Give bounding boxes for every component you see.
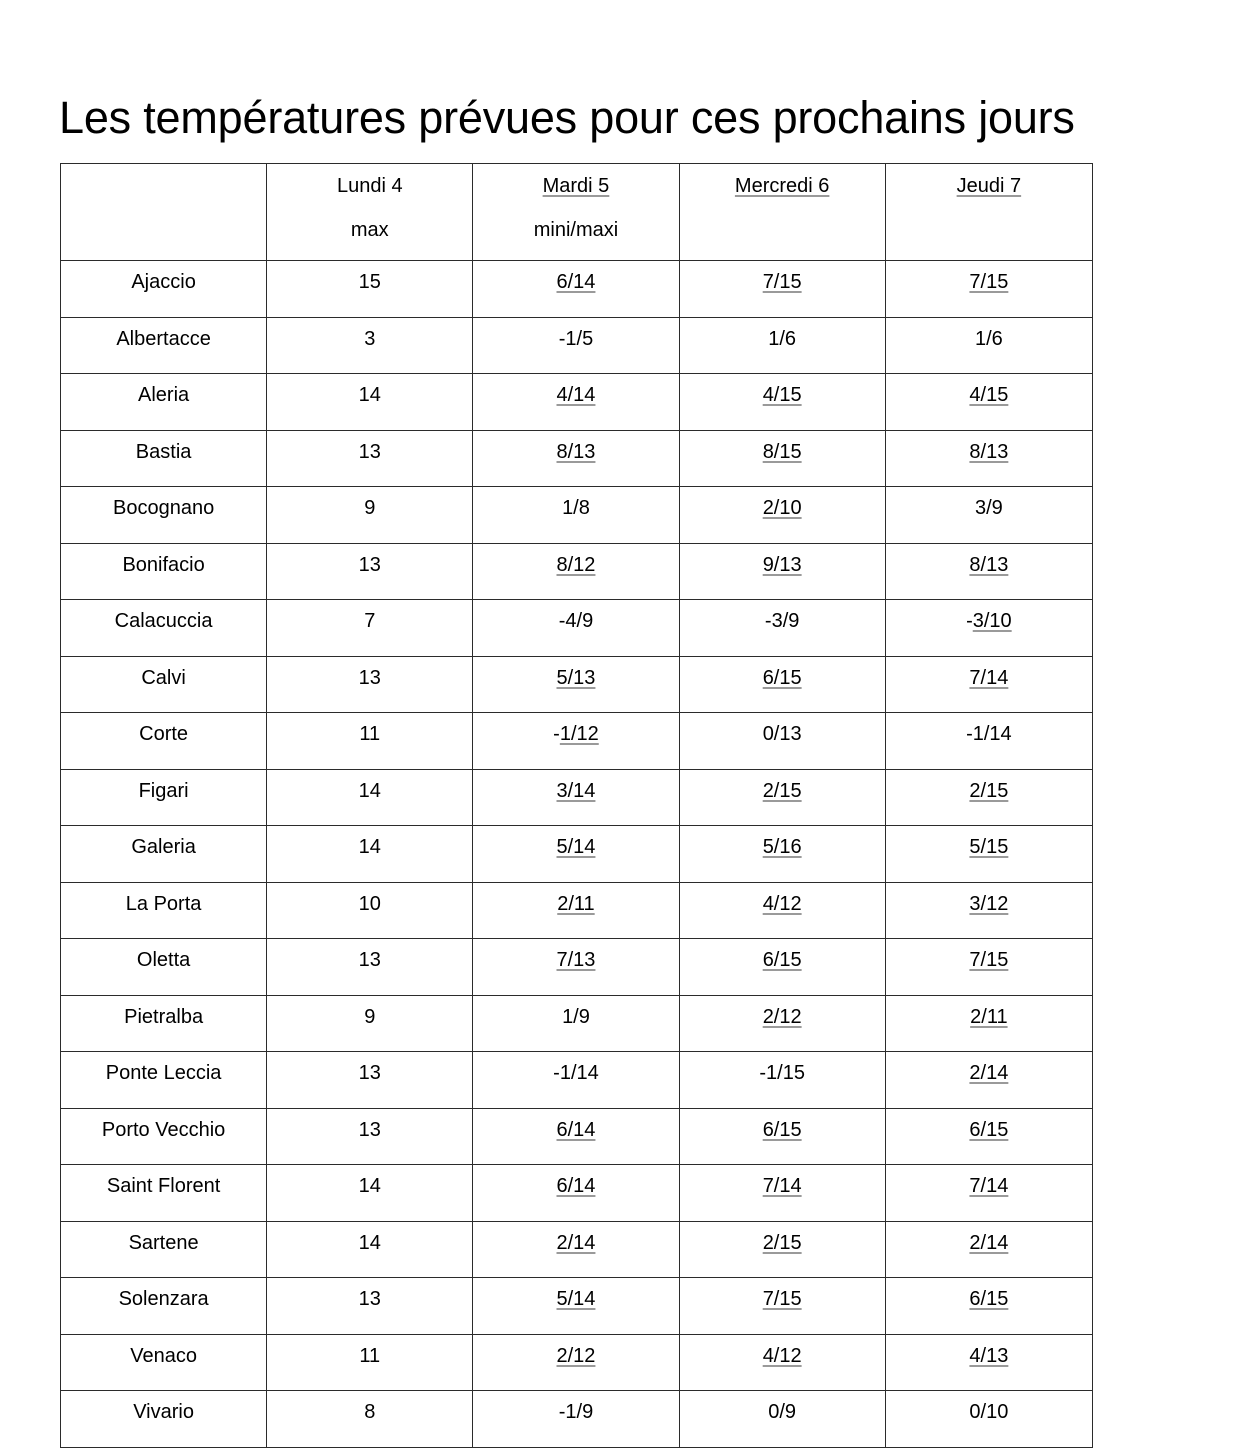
cell-city: Aleria — [61, 374, 267, 431]
cell-lundi — [267, 543, 473, 600]
cell-value: 8/13 — [556, 440, 596, 463]
cell-lundi — [267, 1391, 473, 1448]
cell-value: 7/14 — [969, 1175, 1009, 1197]
cell-value: 3/14 — [556, 779, 596, 802]
cell-value: 8 — [364, 1401, 376, 1423]
cell-value: 13 — [358, 1062, 381, 1084]
column-header-mercredi — [679, 164, 885, 261]
cell-value: 7/13 — [556, 949, 596, 971]
cell-city: Solenzara — [61, 1278, 267, 1335]
cell-value: 14 — [358, 1231, 381, 1254]
cell-value: 1/6 — [974, 327, 1003, 350]
cell-jeudi — [885, 487, 1092, 544]
cell-lundi — [267, 1334, 473, 1391]
cell-value: 2/14 — [969, 1231, 1009, 1254]
cell-mercredi — [679, 261, 885, 318]
cell-city: Pietralba — [61, 995, 267, 1052]
cell-mercredi — [679, 487, 885, 544]
cell-city: Galeria — [61, 826, 267, 883]
cell-jeudi — [885, 1108, 1092, 1165]
cell-value: 3 — [364, 327, 376, 350]
cell-jeudi — [885, 1391, 1092, 1448]
column-header-jeudi — [885, 164, 1092, 261]
cell-value: 5/13 — [556, 666, 596, 689]
cell-city: Vivario — [61, 1391, 267, 1448]
cell-jeudi — [885, 600, 1092, 657]
cell-mardi — [473, 826, 679, 883]
cell-lundi — [267, 261, 473, 318]
table-row — [61, 1165, 1093, 1222]
cell-jeudi — [885, 882, 1092, 939]
cell-lundi — [267, 430, 473, 487]
column-header-sublabel: mini/maxi — [533, 219, 619, 241]
cell-lundi — [267, 1278, 473, 1335]
cell-value: 1/9 — [562, 1005, 590, 1028]
cell-mercredi — [679, 1391, 885, 1448]
cell-mercredi — [679, 1165, 885, 1222]
cell-value: 2/11 — [557, 892, 595, 915]
cell-mardi — [473, 1391, 679, 1448]
cell-value: 4/14 — [556, 384, 596, 406]
table-row — [61, 487, 1093, 544]
column-header-label: Mercredi 6 — [734, 175, 830, 197]
cell-value: 5/14 — [556, 836, 596, 858]
cell-lundi — [267, 374, 473, 431]
cell-mercredi — [679, 1221, 885, 1278]
cell-value: 7 — [364, 610, 376, 632]
cell-value: 2/11 — [970, 1005, 1008, 1028]
table-row — [61, 430, 1093, 487]
cell-mardi — [473, 1165, 679, 1222]
column-header-sublabel: max — [350, 219, 389, 241]
cell-value: 14 — [358, 1175, 381, 1197]
cell-value: 6/14 — [556, 1175, 596, 1197]
cell-lundi — [267, 826, 473, 883]
column-header-label: Mardi 5 — [542, 175, 610, 197]
cell-mardi — [473, 487, 679, 544]
table-row — [61, 317, 1093, 374]
cell-lundi — [267, 995, 473, 1052]
column-header-mardi — [473, 164, 679, 261]
table-row — [61, 713, 1093, 770]
cell-city: Calacuccia — [61, 600, 267, 657]
cell-value: 6/14 — [556, 271, 596, 293]
cell-value: 6/15 — [762, 666, 802, 689]
cell-jeudi — [885, 826, 1092, 883]
cell-value: 9 — [364, 1005, 376, 1028]
cell-value: 0/9 — [768, 1401, 797, 1423]
cell-value: 7/14 — [762, 1175, 802, 1197]
table-body — [61, 261, 1093, 1448]
cell-value: 14 — [358, 384, 381, 406]
cell-value: -1/15 — [759, 1062, 805, 1084]
cell-lundi — [267, 1221, 473, 1278]
cell-lundi — [267, 1165, 473, 1222]
cell-city: Calvi — [61, 656, 267, 713]
cell-value: 2/12 — [556, 1344, 596, 1367]
table-row — [61, 1052, 1093, 1109]
cell-city: Porto Vecchio — [61, 1108, 267, 1165]
table-row — [61, 374, 1093, 431]
cell-jeudi — [885, 995, 1092, 1052]
cell-value: 6/15 — [969, 1118, 1009, 1141]
cell-mardi — [473, 317, 679, 374]
table-row — [61, 882, 1093, 939]
cell-mardi — [473, 1334, 679, 1391]
cell-value-prefix: - — [966, 610, 973, 632]
page-title: Les températures prévues pour ces prochains jours — [59, 92, 1075, 144]
cell-jeudi — [885, 543, 1092, 600]
cell-value: 4/13 — [969, 1344, 1009, 1367]
cell-lundi — [267, 882, 473, 939]
cell-jeudi — [885, 713, 1092, 770]
cell-jeudi — [885, 374, 1092, 431]
cell-mercredi — [679, 430, 885, 487]
column-header-label: Lundi 4 — [336, 175, 403, 197]
cell-value: 2/14 — [556, 1231, 596, 1254]
cell-value: -1/9 — [558, 1401, 594, 1423]
cell-value: -4/9 — [558, 610, 594, 632]
cell-jeudi — [885, 317, 1092, 374]
cell-value: -1/5 — [558, 327, 594, 350]
table-row — [61, 656, 1093, 713]
cell-value: -1/14 — [966, 723, 1012, 745]
cell-city: Bastia — [61, 430, 267, 487]
cell-value: 9/13 — [762, 553, 802, 576]
cell-mardi — [473, 939, 679, 996]
cell-value: -1/14 — [553, 1062, 599, 1084]
cell-value: 2/15 — [762, 779, 802, 802]
cell-lundi — [267, 487, 473, 544]
cell-value: 2/15 — [969, 779, 1009, 802]
cell-lundi — [267, 769, 473, 826]
cell-mercredi — [679, 995, 885, 1052]
cell-jeudi — [885, 1165, 1092, 1222]
table-row — [61, 1108, 1093, 1165]
cell-mardi — [473, 261, 679, 318]
cell-mercredi — [679, 374, 885, 431]
cell-value: 6/15 — [762, 1118, 802, 1141]
cell-mardi — [473, 374, 679, 431]
cell-lundi — [267, 713, 473, 770]
cell-value: 7/15 — [969, 949, 1009, 971]
cell-city: Sartene — [61, 1221, 267, 1278]
cell-lundi — [267, 656, 473, 713]
cell-lundi — [267, 317, 473, 374]
cell-value: 3/9 — [974, 497, 1003, 519]
cell-value: 2/12 — [762, 1005, 802, 1028]
cell-value: 13 — [358, 1288, 381, 1310]
cell-value: 8/12 — [556, 553, 596, 576]
cell-value: 8/15 — [762, 440, 802, 463]
temperature-table — [60, 163, 1093, 1448]
cell-value: -3/9 — [764, 610, 800, 632]
cell-value: 14 — [358, 779, 381, 802]
cell-value: 5/16 — [762, 836, 802, 858]
table-row — [61, 543, 1093, 600]
cell-value: 2/15 — [762, 1231, 802, 1254]
cell-mardi — [473, 1108, 679, 1165]
cell-jeudi — [885, 261, 1092, 318]
cell-city: Ponte Leccia — [61, 1052, 267, 1109]
cell-jeudi — [885, 769, 1092, 826]
table-row — [61, 1278, 1093, 1335]
table-row — [61, 600, 1093, 657]
table-row — [61, 1334, 1093, 1391]
cell-jeudi — [885, 656, 1092, 713]
cell-lundi — [267, 1108, 473, 1165]
table-row — [61, 1391, 1093, 1448]
cell-value: 7/14 — [969, 666, 1009, 689]
table-row — [61, 1221, 1093, 1278]
cell-value: 4/15 — [969, 384, 1009, 406]
table-header — [61, 164, 1093, 261]
cell-mardi — [473, 600, 679, 657]
cell-mardi — [473, 656, 679, 713]
cell-city: Saint Florent — [61, 1165, 267, 1222]
cell-value: 6/15 — [969, 1288, 1009, 1310]
cell-value: 8/13 — [969, 553, 1009, 576]
cell-mercredi — [679, 317, 885, 374]
cell-city: Corte — [61, 713, 267, 770]
column-header-lundi — [267, 164, 473, 261]
cell-city: Oletta — [61, 939, 267, 996]
cell-mercredi — [679, 1052, 885, 1109]
cell-jeudi — [885, 1334, 1092, 1391]
cell-mardi — [473, 1052, 679, 1109]
cell-mardi — [473, 1221, 679, 1278]
cell-mercredi — [679, 1108, 885, 1165]
cell-mardi — [473, 543, 679, 600]
cell-value: 10 — [358, 892, 381, 915]
cell-value: 6/15 — [762, 949, 802, 971]
cell-mercredi — [679, 656, 885, 713]
cell-jeudi — [885, 430, 1092, 487]
cell-jeudi — [885, 1052, 1092, 1109]
cell-lundi — [267, 600, 473, 657]
cell-lundi — [267, 939, 473, 996]
cell-mardi — [473, 713, 679, 770]
cell-value: 3/10 — [972, 610, 1012, 632]
column-header-label: Jeudi 7 — [956, 175, 1022, 197]
cell-mercredi — [679, 826, 885, 883]
cell-value: 5/15 — [969, 836, 1009, 858]
cell-city: Albertacce — [61, 317, 267, 374]
table-row — [61, 939, 1093, 996]
cell-value: 15 — [358, 271, 381, 293]
cell-mardi — [473, 769, 679, 826]
cell-value: 2/10 — [762, 497, 802, 519]
cell-value: 1/8 — [562, 497, 590, 519]
cell-value: 0/10 — [969, 1401, 1009, 1423]
cell-value: 7/15 — [762, 271, 802, 293]
cell-value: 1/6 — [768, 327, 797, 350]
cell-mardi — [473, 882, 679, 939]
cell-value: 9 — [364, 497, 376, 519]
cell-value: 2/14 — [969, 1062, 1009, 1084]
cell-mercredi — [679, 939, 885, 996]
cell-value: 7/15 — [969, 271, 1009, 293]
table-row — [61, 261, 1093, 318]
cell-value: 5/14 — [556, 1288, 596, 1310]
cell-jeudi — [885, 1221, 1092, 1278]
cell-mercredi — [679, 713, 885, 770]
cell-city: Figari — [61, 769, 267, 826]
cell-value: 11 — [359, 723, 381, 745]
cell-mardi — [473, 430, 679, 487]
cell-value: 6/14 — [556, 1118, 596, 1141]
cell-value: 7/15 — [762, 1288, 802, 1310]
cell-mardi — [473, 1278, 679, 1335]
table-row — [61, 769, 1093, 826]
cell-mercredi — [679, 769, 885, 826]
table-row — [61, 995, 1093, 1052]
cell-value: 13 — [358, 553, 381, 576]
cell-mercredi — [679, 1278, 885, 1335]
cell-mercredi — [679, 600, 885, 657]
cell-value: 0/13 — [762, 723, 802, 745]
table-header-row — [61, 164, 1093, 261]
cell-city: Ajaccio — [61, 261, 267, 318]
cell-value: 4/15 — [762, 384, 802, 406]
cell-city: Bonifacio — [61, 543, 267, 600]
cell-value: 13 — [358, 949, 381, 971]
cell-value: 13 — [358, 1118, 381, 1141]
cell-value: 14 — [358, 836, 381, 858]
cell-jeudi — [885, 939, 1092, 996]
cell-mardi — [473, 995, 679, 1052]
cell-mercredi — [679, 543, 885, 600]
cell-lundi — [267, 1052, 473, 1109]
cell-mercredi — [679, 882, 885, 939]
cell-city: La Porta — [61, 882, 267, 939]
cell-city: Venaco — [61, 1334, 267, 1391]
cell-jeudi — [885, 1278, 1092, 1335]
cell-value: 4/12 — [762, 892, 802, 915]
cell-city: Bocognano — [61, 487, 267, 544]
cell-mercredi — [679, 1334, 885, 1391]
table-row — [61, 826, 1093, 883]
cell-value-prefix: - — [553, 723, 560, 745]
cell-value: 8/13 — [969, 440, 1009, 463]
column-header-city — [61, 164, 267, 261]
cell-value: 13 — [358, 440, 381, 463]
cell-value: 11 — [359, 1344, 381, 1367]
cell-value: 1/12 — [559, 723, 599, 745]
cell-value: 3/12 — [969, 892, 1009, 915]
cell-value: 4/12 — [762, 1344, 802, 1367]
cell-value: 13 — [358, 666, 381, 689]
